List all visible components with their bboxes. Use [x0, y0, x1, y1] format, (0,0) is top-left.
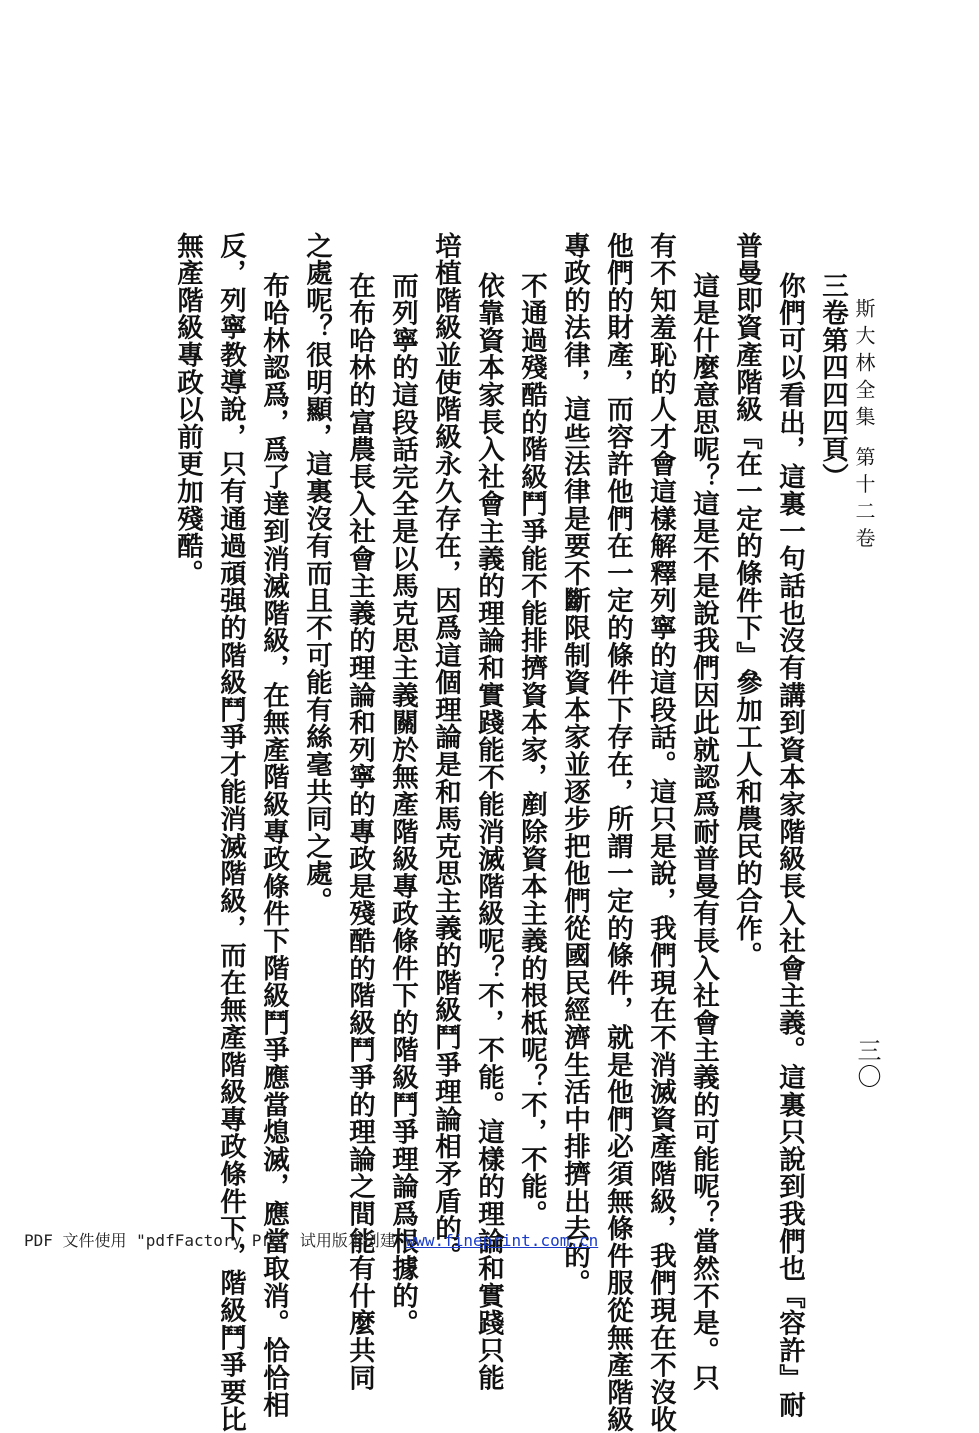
footer-text: PDF 文件使用 "pdfFactory Pro" 试用版本创建 [24, 1231, 396, 1250]
running-title: 斯大林全集 第十二卷 [852, 298, 876, 555]
text-column: 三卷第四四四頁） [817, 272, 848, 491]
text-column: 有不知羞恥的人才會這樣解釋列寧的這段話。這只是說，我們現在不消滅資產階級，我們現在不沒收 [645, 232, 676, 1433]
text-column: 在布哈林的富農長入社會主義的理論和列寧的專政是殘酷的階級鬥爭的理論之間能有什麼共同 [344, 272, 375, 1392]
text-column: 他們的財產，而容許他們在一定的條件下存在，所謂一定的條件，就是他們必須無條件服從無產階級 [602, 232, 633, 1433]
text-column: 布哈林認爲，爲了達到消滅階級，在無產階級專政條件下階級鬥爭應當熄滅，應當取消。恰恰相 [258, 272, 289, 1419]
page-number: 三〇 [853, 1038, 881, 1090]
text-column: 依靠資本家長入社會主義的理論和實踐能不能消滅階級呢？不，不能。這樣的理論和實踐只能 [473, 272, 504, 1392]
text-column: 你們可以看出，這裏一句話也沒有講到資本家階級長入社會主義。這裏只說到我們也『容許』耐 [774, 272, 805, 1419]
text-column: 反，列寧教導說，只有通過頑强的階級鬥爭才能消滅階級，而在無產階級專政條件下，階級鬥爭要比 [215, 232, 246, 1433]
fineprint-link[interactable]: www.fineprint.com.cn [405, 1231, 599, 1250]
text-column: 普曼即資產階級『在一定的條件下』參加工人和農民的合作。 [731, 232, 762, 970]
pdf-watermark-footer [24, 1228, 598, 1251]
text-column: 這是什麼意思呢？這是不是說我們因此就認爲耐普曼有長入社會主義的可能呢？當然不是。只 [688, 272, 719, 1392]
text-column: 無產階級專政以前更加殘酷。 [172, 232, 203, 587]
text-column: 專政的法律，這些法律是要不斷限制資本家並逐步把他們從國民經濟生活中排擠出去的。 [559, 232, 590, 1297]
text-column: 而列寧的這段話完全是以馬克思主義關於無產階級專政條件下的階級鬥爭理論爲根據的。 [387, 272, 418, 1337]
text-column: 不通過殘酷的階級鬥爭能不能排擠資本家，剷除資本主義的根柢呢？不，不能。 [516, 272, 547, 1228]
text-column: 之處呢？很明顯，這裏沒有而且不可能有絲毫共同之處。 [301, 232, 332, 915]
text-column: 培植階級並使階級永久存在，因爲這個理論是和馬克思主義的階級鬥爭理論相矛盾的。 [430, 232, 461, 1270]
